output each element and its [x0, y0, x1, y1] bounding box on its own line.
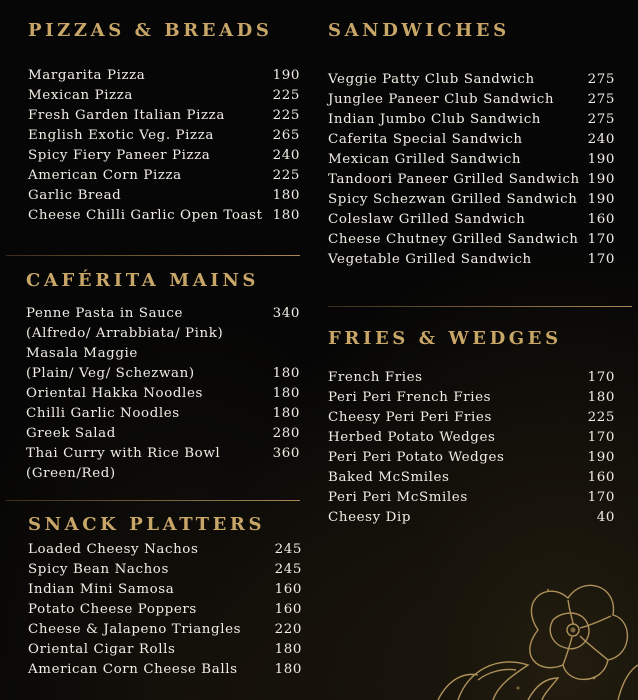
- item-price: 240: [587, 132, 615, 147]
- item-name: Junglee Paneer Club Sandwich: [328, 92, 555, 107]
- item-price: 240: [272, 148, 300, 163]
- item-name: Tandoori Paneer Grilled Sandwich: [328, 172, 580, 187]
- item-name: American Corn Cheese Balls: [28, 662, 238, 677]
- menu-item: [328, 112, 615, 132]
- menu-item: [328, 132, 615, 152]
- item-price: 170: [587, 490, 615, 505]
- menu-item: [328, 92, 615, 112]
- section-pizzas-breads: [28, 20, 300, 223]
- item-name: Indian Jumbo Club Sandwich: [328, 112, 542, 127]
- section-title: FRIES & WEDGES: [328, 328, 562, 349]
- item-price: 160: [587, 212, 615, 227]
- item-name: Loaded Cheesy Nachos: [28, 542, 199, 557]
- item-price: 225: [587, 410, 615, 425]
- menu-item: [328, 212, 615, 232]
- item-price: 190: [587, 172, 615, 187]
- item-price: 340: [272, 306, 300, 321]
- item-price: 160: [274, 602, 302, 617]
- item-name: Fresh Garden Italian Pizza: [28, 108, 225, 123]
- item-price: 160: [274, 582, 302, 597]
- menu-item: [26, 406, 300, 426]
- item-name: Margarita Pizza: [28, 68, 146, 83]
- item-name: Veggie Patty Club Sandwich: [328, 72, 535, 87]
- section-snack-platters: [28, 514, 302, 677]
- menu-item: [28, 582, 302, 602]
- item-price: 180: [587, 390, 615, 405]
- menu-item: [28, 188, 300, 208]
- item-name: American Corn Pizza: [28, 168, 182, 183]
- item-price: 245: [274, 542, 302, 557]
- section-title: CAFÉRITA MAINS: [26, 270, 259, 291]
- menu-item: [28, 662, 302, 682]
- item-price: 220: [274, 622, 302, 637]
- item-price: 275: [587, 92, 615, 107]
- item-name: Garlic Bread: [28, 188, 122, 203]
- menu-item: [26, 306, 300, 326]
- menu-item: [28, 562, 302, 582]
- item-name: Oriental Hakka Noodles: [26, 386, 203, 401]
- menu-item: [328, 370, 615, 390]
- menu-item: [328, 72, 615, 92]
- section-divider: [6, 255, 300, 256]
- item-price: 160: [587, 470, 615, 485]
- item-name: Cheesy Dip: [328, 510, 412, 525]
- menu-item: [28, 602, 302, 622]
- menu-item: [26, 366, 300, 386]
- item-name: Penne Pasta in Sauce: [26, 306, 184, 321]
- menu-item: [28, 68, 300, 88]
- menu-item: [328, 172, 615, 192]
- item-price: 360: [272, 446, 300, 461]
- menu-item: [328, 152, 615, 172]
- item-price: 275: [587, 112, 615, 127]
- menu-item: [26, 426, 300, 446]
- item-name: Potato Cheese Poppers: [28, 602, 197, 617]
- item-name: Indian Mini Samosa: [28, 582, 175, 597]
- menu-item: [26, 326, 300, 346]
- item-price: 190: [272, 68, 300, 83]
- item-name: (Plain/ Veg/ Schezwan): [26, 366, 195, 381]
- item-price: 170: [587, 430, 615, 445]
- item-name: (Alfredo/ Arrabbiata/ Pink): [26, 326, 224, 341]
- item-name: Spicy Fiery Paneer Pizza: [28, 148, 211, 163]
- menu-item: [328, 450, 615, 470]
- item-price: 190: [587, 192, 615, 207]
- item-name: Vegetable Grilled Sandwich: [328, 252, 532, 267]
- menu-item: [26, 466, 300, 486]
- menu-item: [328, 430, 615, 450]
- item-name: Greek Salad: [26, 426, 116, 441]
- menu-item: [328, 252, 615, 272]
- item-name: Peri Peri McSmiles: [328, 490, 468, 505]
- item-price: 170: [587, 370, 615, 385]
- item-price: 180: [272, 208, 300, 223]
- menu-item: [328, 390, 615, 410]
- menu-item: [28, 208, 300, 228]
- section-title: SANDWICHES: [328, 20, 510, 41]
- menu-item: [28, 128, 300, 148]
- gold-flower-icon: [418, 560, 638, 700]
- menu-item: [26, 386, 300, 406]
- item-price: 180: [272, 188, 300, 203]
- item-price: 40: [596, 510, 615, 525]
- item-price: 190: [587, 450, 615, 465]
- item-name: Cheese & Jalapeno Triangles: [28, 622, 242, 637]
- menu-item: [28, 642, 302, 662]
- section-caferita-mains: [26, 270, 300, 481]
- item-price: 275: [587, 72, 615, 87]
- menu-item: [28, 542, 302, 562]
- item-name: Baked McSmiles: [328, 470, 450, 485]
- item-name: Peri Peri French Fries: [328, 390, 492, 405]
- section-title: PIZZAS & BREADS: [28, 20, 273, 41]
- item-name: Masala Maggie: [26, 346, 138, 361]
- item-name: Cheese Chutney Grilled Sandwich: [328, 232, 579, 247]
- item-name: Thai Curry with Rice Bowl: [26, 446, 221, 461]
- item-name: French Fries: [328, 370, 423, 385]
- section-fries-wedges: [328, 328, 615, 525]
- item-price: 180: [272, 386, 300, 401]
- menu-item: [28, 88, 300, 108]
- item-price: 190: [587, 152, 615, 167]
- item-name: Chilli Garlic Noodles: [26, 406, 180, 421]
- section-title: SNACK PLATTERS: [28, 514, 266, 535]
- item-name: Herbed Potato Wedges: [328, 430, 496, 445]
- item-price: 180: [274, 642, 302, 657]
- menu-item: [28, 148, 300, 168]
- item-name: Oriental Cigar Rolls: [28, 642, 176, 657]
- menu-item: [28, 622, 302, 642]
- item-price: 180: [274, 662, 302, 677]
- item-name: Spicy Bean Nachos: [28, 562, 169, 577]
- item-price: 225: [272, 88, 300, 103]
- item-price: 180: [272, 366, 300, 381]
- menu-item: [328, 410, 615, 430]
- menu-item: [328, 192, 615, 212]
- item-name: Mexican Grilled Sandwich: [328, 152, 522, 167]
- menu-item: [26, 346, 300, 366]
- item-price: 180: [272, 406, 300, 421]
- item-price: 225: [272, 108, 300, 123]
- item-name: (Green/Red): [26, 466, 116, 481]
- menu-item: [26, 446, 300, 466]
- item-name: Spicy Schezwan Grilled Sandwich: [328, 192, 578, 207]
- item-price: 225: [272, 168, 300, 183]
- item-name: Mexican Pizza: [28, 88, 134, 103]
- menu-item: [328, 510, 615, 530]
- menu-item: [328, 232, 615, 252]
- menu-item: [328, 470, 615, 490]
- item-name: Peri Peri Potato Wedges: [328, 450, 505, 465]
- item-price: 170: [587, 252, 615, 267]
- item-name: Cheese Chilli Garlic Open Toast: [28, 208, 263, 223]
- menu-item: [28, 168, 300, 188]
- item-name: Caferita Special Sandwich: [328, 132, 523, 147]
- section-sandwiches: [328, 20, 615, 267]
- menu-item: [28, 108, 300, 128]
- item-price: 170: [587, 232, 615, 247]
- item-price: 280: [272, 426, 300, 441]
- menu-item: [328, 490, 615, 510]
- section-divider: [6, 500, 300, 501]
- item-price: 245: [274, 562, 302, 577]
- item-name: Coleslaw Grilled Sandwich: [328, 212, 526, 227]
- item-name: English Exotic Veg. Pizza: [28, 128, 214, 143]
- section-divider: [328, 306, 632, 307]
- item-name: Cheesy Peri Peri Fries: [328, 410, 492, 425]
- item-price: 265: [272, 128, 300, 143]
